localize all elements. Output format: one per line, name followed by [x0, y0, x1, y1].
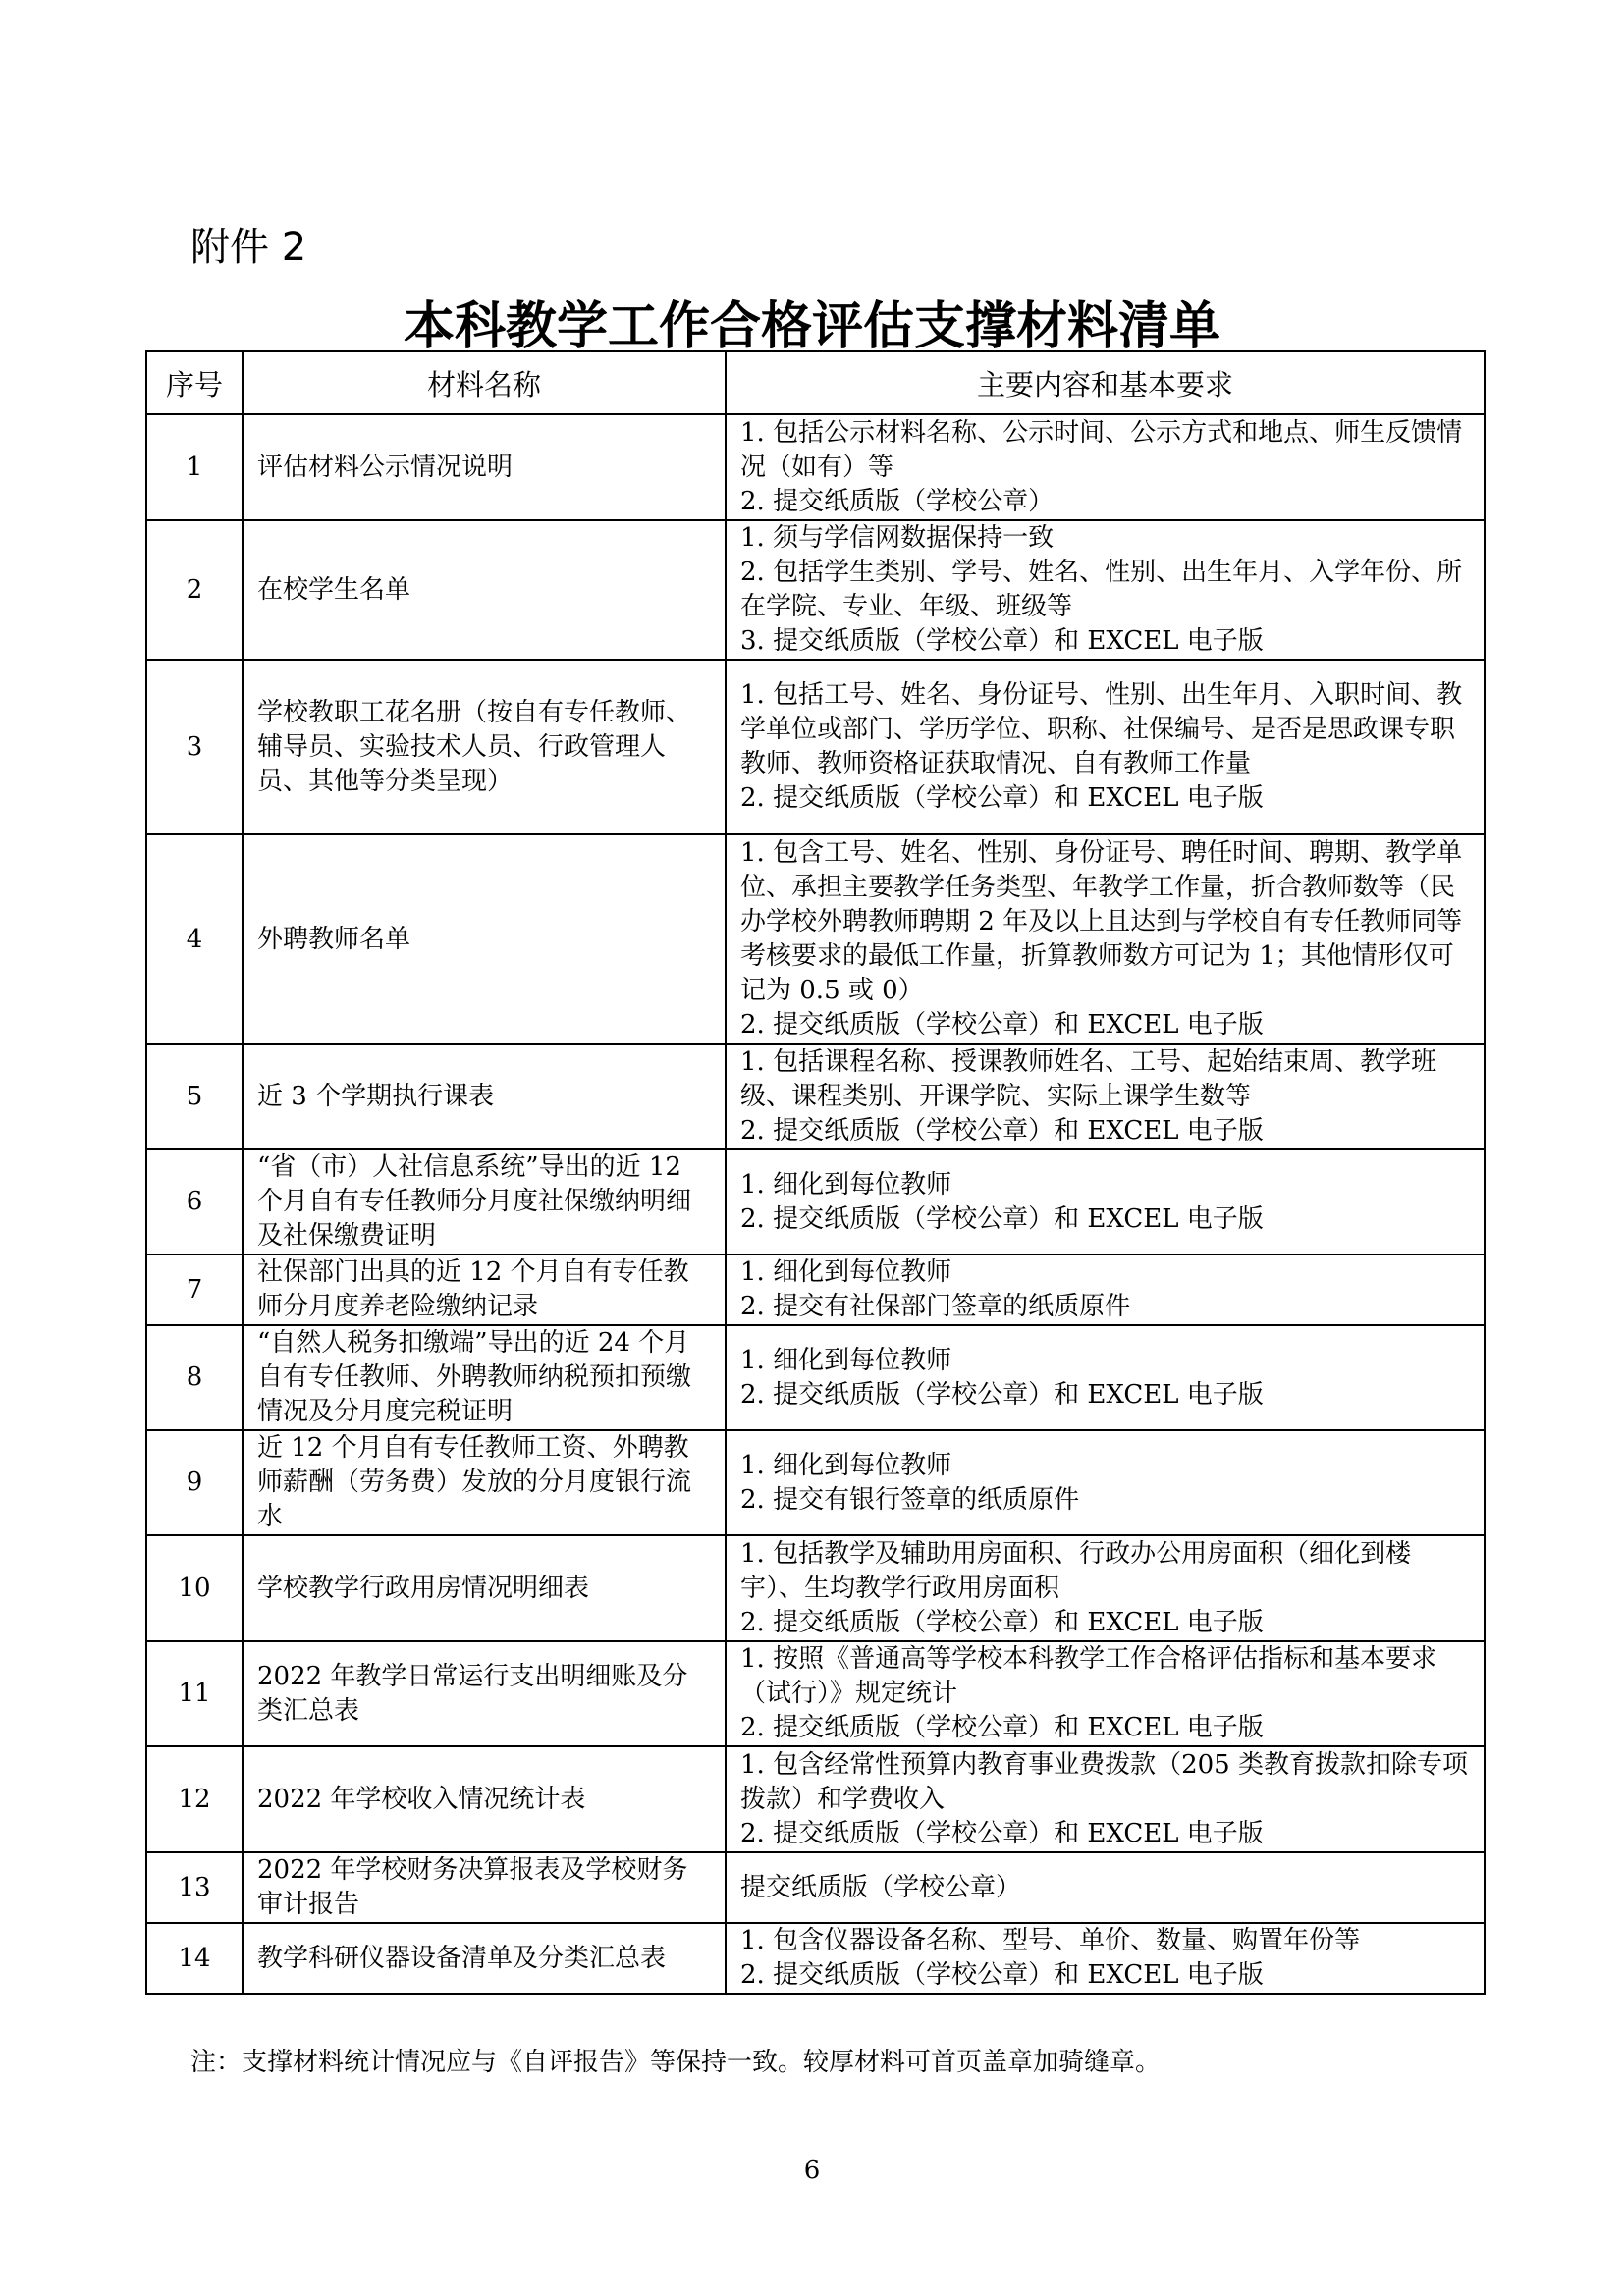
requirement-line: 1. 细化到每位教师: [740, 1169, 952, 1200]
table-row: [146, 520, 1485, 660]
material-name: 社保部门出具的近 12 个月自有专任教师分月度养老险缴纳记录: [243, 1255, 726, 1325]
row-number: 14: [146, 1923, 243, 1994]
row-number: 2: [146, 520, 243, 660]
table-header-row: [146, 351, 1485, 414]
requirement-line: 2. 提交有社保部门签章的纸质原件: [740, 1292, 1131, 1321]
column-header-no: 序号: [146, 351, 243, 414]
requirement-line: 1. 细化到每位教师: [740, 1450, 952, 1480]
material-requirements: [726, 1746, 1485, 1852]
material-name: 外聘教师名单: [243, 834, 726, 1044]
requirement-line: 2. 提交纸质版（学校公章）和 EXCEL 电子版: [740, 1203, 1264, 1234]
requirement-line: 1. 包括工号、姓名、身份证号、性别、出生年月、入职时间、教学单位或部门、学历学位、职称、社保编号、是否是思政课专职教师、教师资格证获取情况、自有教师工作量: [740, 680, 1463, 778]
row-number: 11: [146, 1641, 243, 1746]
requirement-line: 2. 提交纸质版（学校公章）和 EXCEL 电子版: [740, 1010, 1264, 1040]
requirement-line: 1. 细化到每位教师: [740, 1345, 952, 1375]
material-requirements: [726, 1535, 1485, 1641]
requirement-line: 2. 提交纸质版（学校公章）和 EXCEL 电子版: [740, 1607, 1264, 1637]
material-requirements: [726, 1852, 1485, 1923]
table-row: [146, 1535, 1485, 1641]
row-number: 4: [146, 834, 243, 1044]
requirement-line: 2. 提交纸质版（学校公章）和 EXCEL 电子版: [740, 1379, 1264, 1410]
requirement-line: 1. 须与学信网数据保持一致: [740, 523, 1055, 553]
requirement-line: 2. 提交纸质版（学校公章）和 EXCEL 电子版: [740, 1818, 1264, 1848]
requirement-line: 1. 按照《普通高等学校本科教学工作合格评估指标和基本要求（试行）》规定统计: [740, 1644, 1437, 1708]
material-name: 2022 年教学日常运行支出明细账及分类汇总表: [243, 1641, 726, 1746]
material-name: 2022 年学校财务决算报表及学校财务审计报告: [243, 1852, 726, 1923]
material-requirements: [726, 1923, 1485, 1994]
material-requirements: [726, 414, 1485, 520]
requirement-line: 1. 包含仪器设备名称、型号、单价、数量、购置年份等: [740, 1926, 1361, 1955]
material-requirements: [726, 660, 1485, 834]
material-requirements: [726, 1325, 1485, 1430]
attachment-label: 附件 2: [190, 225, 307, 270]
table-row: [146, 1255, 1485, 1325]
material-requirements: [726, 1641, 1485, 1746]
material-requirements: [726, 520, 1485, 660]
table-row: [146, 834, 1485, 1044]
requirement-line: 2. 包括学生类别、学号、姓名、性别、出生年月、入学年份、所在学院、专业、年级、班级等: [740, 558, 1463, 621]
table-row: [146, 1044, 1485, 1149]
requirement-line: 1. 包括课程名称、授课教师姓名、工号、起始结束周、教学班级、课程类别、开课学院、实际上课学生数等: [740, 1047, 1437, 1111]
material-name: 近 3 个学期执行课表: [243, 1044, 726, 1149]
material-name: 教学科研仪器设备清单及分类汇总表: [243, 1923, 726, 1994]
footnote: 注：支撑材料统计情况应与《自评报告》等保持一致。较厚材料可首页盖章加骑缝章。: [190, 2048, 1162, 2077]
table-row: [146, 1149, 1485, 1255]
requirement-line: 2. 提交纸质版（学校公章）和 EXCEL 电子版: [740, 1116, 1264, 1146]
material-name: “省（市）人社信息系统”导出的近 12 个月自有专任教师分月度社保缴纳明细及社保缴费证明: [243, 1149, 726, 1255]
material-name: “自然人税务扣缴端”导出的近 24 个月自有专任教师、外聘教师纳税预扣预缴情况及分月度完税证明: [243, 1325, 726, 1430]
requirement-line: 提交纸质版（学校公章）: [740, 1872, 1022, 1902]
row-number: 6: [146, 1149, 243, 1255]
requirement-line: 1. 包括教学及辅助用房面积、行政办公用房面积（细化到楼宇）、生均教学行政用房面积: [740, 1538, 1412, 1603]
page-title: 本科教学工作合格评估支撑材料清单: [403, 297, 1220, 356]
requirement-line: 2. 提交有银行签章的纸质原件: [740, 1484, 1080, 1515]
page-number: 6: [803, 2156, 821, 2185]
row-number: 5: [146, 1044, 243, 1149]
material-requirements: [726, 1044, 1485, 1149]
requirement-line: 1. 细化到每位教师: [740, 1257, 952, 1287]
requirement-line: 2. 提交纸质版（学校公章）和 EXCEL 电子版: [740, 783, 1264, 813]
material-requirements: [726, 1430, 1485, 1535]
material-name: 评估材料公示情况说明: [243, 414, 726, 520]
row-number: 12: [146, 1746, 243, 1852]
material-name: 在校学生名单: [243, 520, 726, 660]
row-number: 13: [146, 1852, 243, 1923]
table-body: [146, 414, 1485, 1994]
material-name: 近 12 个月自有专任教师工资、外聘教师薪酬（劳务费）发放的分月度银行流水: [243, 1430, 726, 1535]
column-header-name: 材料名称: [243, 351, 726, 414]
requirement-line: 2. 提交纸质版（学校公章）和 EXCEL 电子版: [740, 1713, 1264, 1742]
table-row: [146, 414, 1485, 520]
requirement-line: 2. 提交纸质版（学校公章）和 EXCEL 电子版: [740, 1960, 1264, 1990]
table-row: [146, 1852, 1485, 1923]
material-requirements: [726, 1149, 1485, 1255]
table-row: [146, 1430, 1485, 1535]
requirement-line: 1. 包含工号、姓名、性别、身份证号、聘任时间、聘期、教学单位、承担主要教学任务类型、年教学工作量，折合教师数等（民办学校外聘教师聘期 2 年及以上且达到与学校自有专任教师同等考核要求的最低工作量，折算教师数方可记为 1；其他情形仅可记为 0.5 或 0）: [740, 838, 1463, 1005]
requirement-line: 1. 包括公示材料名称、公示时间、公示方式和地点、师生反馈情况（如有）等: [740, 417, 1463, 482]
material-table: [145, 350, 1486, 1995]
column-header-requirements: 主要内容和基本要求: [726, 351, 1485, 414]
table-row: [146, 1641, 1485, 1746]
table-row: [146, 1325, 1485, 1430]
row-number: 8: [146, 1325, 243, 1430]
requirement-line: 1. 包含经常性预算内教育事业费拨款（205 类教育拨款扣除专项拨款）和学费收入: [740, 1749, 1468, 1814]
row-number: 7: [146, 1255, 243, 1325]
table-row: [146, 660, 1485, 834]
table-row: [146, 1746, 1485, 1852]
row-number: 10: [146, 1535, 243, 1641]
material-requirements: [726, 1255, 1485, 1325]
table-row: [146, 1923, 1485, 1994]
material-name: 2022 年学校收入情况统计表: [243, 1746, 726, 1852]
requirement-line: 3. 提交纸质版（学校公章）和 EXCEL 电子版: [740, 626, 1264, 656]
material-name: 学校教学行政用房情况明细表: [243, 1535, 726, 1641]
row-number: 9: [146, 1430, 243, 1535]
material-requirements: [726, 834, 1485, 1044]
row-number: 1: [146, 414, 243, 520]
material-name: 学校教职工花名册（按自有专任教师、辅导员、实验技术人员、行政管理人员、其他等分类呈现）: [243, 660, 726, 834]
requirement-line: 2. 提交纸质版（学校公章）: [740, 486, 1055, 516]
row-number: 3: [146, 660, 243, 834]
